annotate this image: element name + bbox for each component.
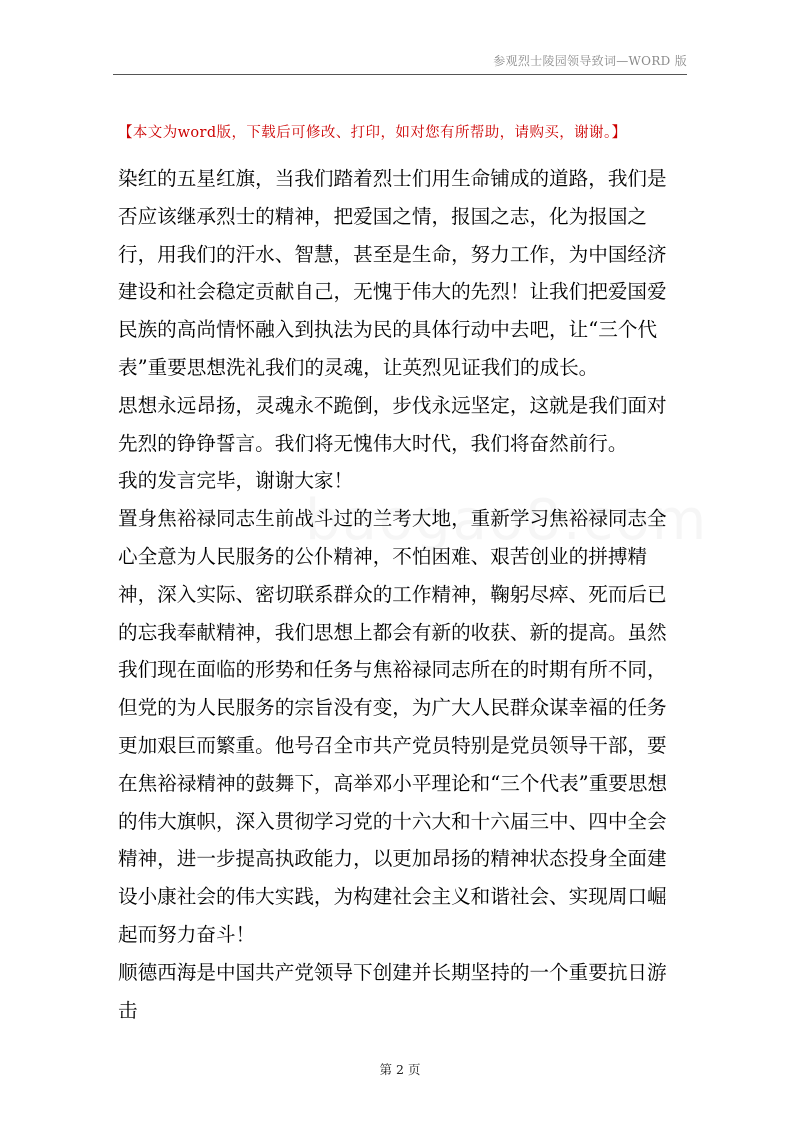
paragraph: 我的发言完毕，谢谢大家！ [118,469,354,493]
paragraph: 染红的五星红旗，当我们踏着烈士们用生命铺成的道路，我们是否应该继承烈士的精神，把爱国之情，报国之志，化为报国之行，用我们的汗水、智慧，甚至是生命，努力工作，为中国经济建设和社会稳定贡献自己，无愧于伟大的先烈！让我们把爱国爱民族的高尚情怀融入到执法为民的具体行动中去吧，让“三个代表”重要思想洗礼我们的灵魂，让英烈见证我们的成长。 [118,167,667,379]
paragraph: 置身焦裕禄同志生前战斗过的兰考大地，重新学习焦裕禄同志全心全意为人民服务的公仆精神，不怕困难、艰苦创业的拼搏精神，深入实际、密切联系群众的工作精神，鞠躬尽瘁、死而后已的忘我奉献精神，我们思想上都会有新的收获、新的提高。虽然我们现在面临的形势和任务与焦裕禄同志所在的时期有所不同，但党的为人民服务的宗旨没有变，为广大人民群众谋幸福的任务更加艰巨而繁重。他号召全市共产党员特别是党员领导干部，要在焦裕禄精神的鼓舞下，高举邓小平理论和“三个代表”重要思想的伟大旗帜，深入贯彻学习党的十六大和十六届三中、四中全会精神，进一步提高执政能力，以更加昂扬的精神状态投身全面建设小康社会的伟大实践，为构建社会主义和谐社会、实现周口崛起而努力奋斗！ [118,507,668,946]
paragraph: 顺德西海是中国共产党领导下创建并长期坚持的一个重要抗日游击 [118,960,667,1022]
document-header-title: 参观烈士陵园领导致词—WORD 版 [493,54,687,68]
document-body [118,160,686,1029]
page-number: 第 2 页 [379,1062,421,1077]
header-divider [113,74,687,75]
download-notice: 【本文为word版，下载后可修改、打印，如对您有所帮助，请购买，谢谢。】 [118,125,627,141]
paragraph: 思想永远昂扬，灵魂永不跪倒，步伐永远坚定，这就是我们面对先烈的铮铮誓言。我们将无愧伟大时代，我们将奋然前行。 [118,393,667,455]
